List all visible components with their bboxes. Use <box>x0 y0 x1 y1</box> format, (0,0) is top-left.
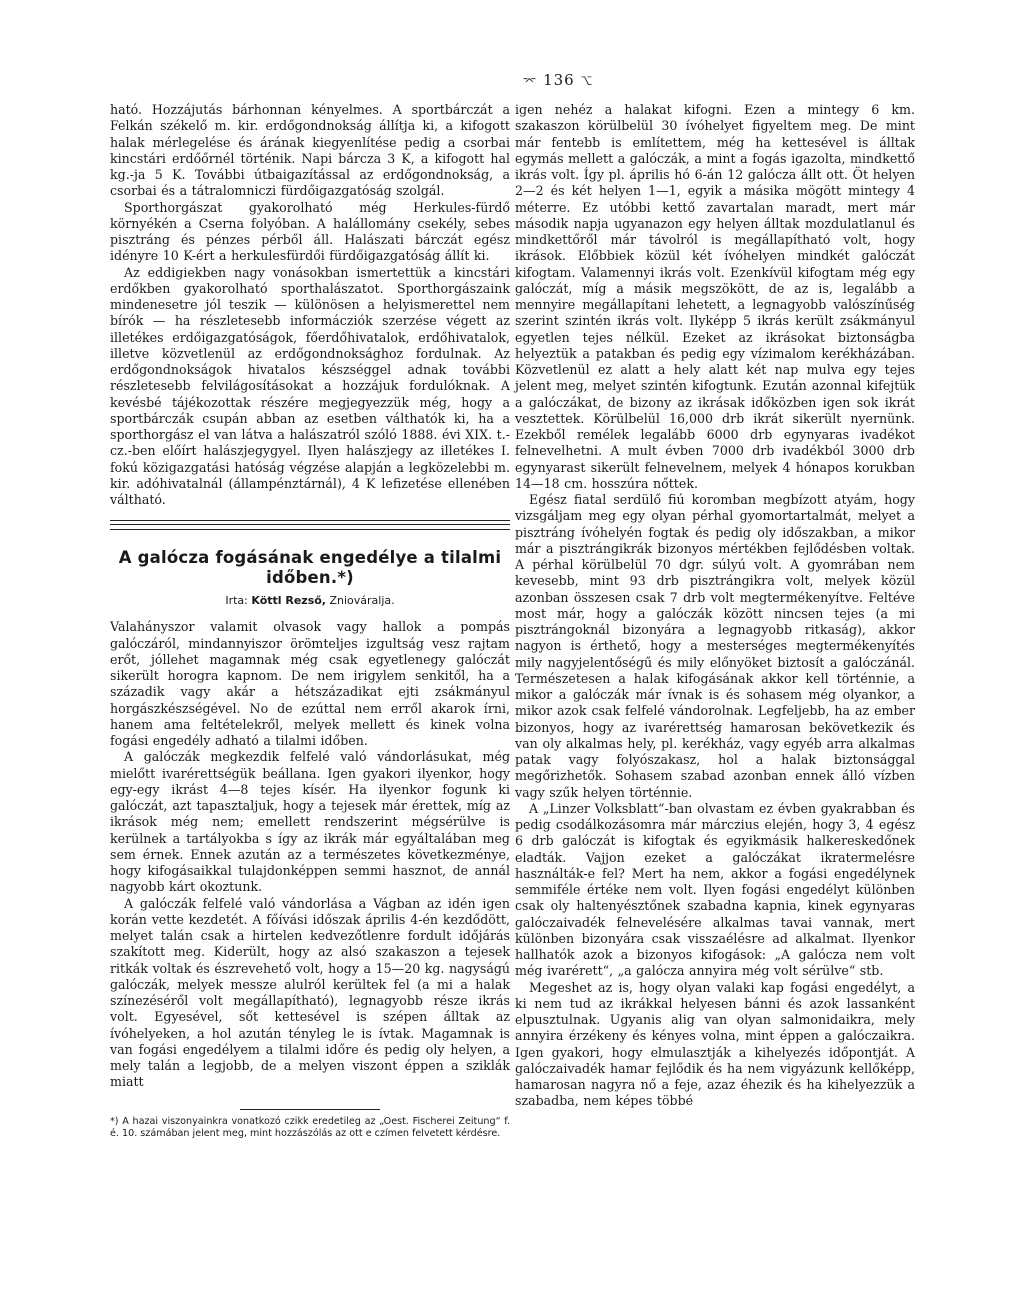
ornament-right-icon: ⌥ <box>580 74 594 88</box>
footnote-rule <box>240 1109 380 1110</box>
section-divider <box>110 529 510 530</box>
byline-place: Zniováralja. <box>329 594 395 608</box>
paragraph: igen nehéz a halakat kifogni. Ezen a mintegy 6 km. szakaszon körülbelül 30 ívóhelyet figyeltem meg. De mint már fentebb is említettem, még ha kettesével is álltak egymás mellett a galóczák, a mint a fogás igazolta, mindkettő ikrás volt. Így pl. április hó 6-án 12 galócza állt ott. Öt helyen 2—2 és két helyen 1—1, egyik a másika mögött mintegy 4 méterre. Ez utóbbi kettő zavartalan maradt, mert már második napja ugyanazon egy helyen álltak mozdulatlanul és mindkettőről már távolról is megállapítható volt, hogy ikrások. Előbbiek közül két ívóhelyen mindkét galóczát kifogtam. Valamennyi ikrás volt. Ezenkívül kifogtam még egy galóczát, míg a másik megszökött, de az is, legalább a mennyire megállapítani lehetett, a legnagyobb valószínűség szerint szintén ikrás volt. Ilyképp 5 ikrás került zsákmányul egyetlen tejes nélkül. Ezeket az ikrásokat biztonságba helyeztük a patakban és pedig egy vízimalom kerékházában. Közvetlenül ez alatt a hely alatt két nap mulva egy tejes jelent meg, melyet szintén kifogtunk. Ezután azonnal kifejtük a galóczákat, de bizony az ikrásak időközben igen sok ikrát vesztettek. Körülbelül 16,000 drb ikrát sikerült nyernünk. Ezekből remélek legalább 6000 drb egynyaras ivadékot felnevelhetni. A mult évben 7000 drb ivadékból 3000 drb egynyarast sikerült felnevelnem, melyek 4 hónapos korukban 14—18 cm. hosszúra nőttek. <box>515 102 915 491</box>
footnote <box>110 1109 510 1141</box>
paragraph: A „Linzer Volksblatt“-ban olvastam ez évben gyakrabban és pedig csodálkozásomra már márczius elején, hogy 3, 4 egész 6 drb galóczát is kifogtak és egyikmásik halkereskedőnek eladták. Vajjon ezeket a galóczákat ikratermelésre használták-e fel? Mert ha nem, akkor a fogási engedélynek semmiféle értéke nem volt. Ilyen fogási engedélyt különben csak oly haltenyésztőnek szabadna kapnia, kinek egynyaras galóczaivadék felnevelésére alkalmas tavai vannak, mert különben bizonyára csak visszaélésre ad alkalmat. Ilyenkor hallhatók azok a bizonyos kifogások: „A galócza nem volt még ivarérett“, „a galócza annyira még volt sérülve“ stb. <box>515 800 915 979</box>
byline-prefix: Irta: <box>225 594 248 608</box>
byline <box>110 594 510 607</box>
paragraph: Sporthorgászat gyakorolható még Herkules-fürdő környékén a Cserna folyóban. A halállomány csekély, sebes pisztráng és pénzes pérből áll. Halászati bárczát egész idényre 10 K-ért a herkulesfürdői fürdőigazgatóság állít ki. <box>110 199 510 264</box>
article-title: A galócza fogásának engedélye a tilalmi időben.*) <box>118 548 502 588</box>
paragraph: Valahányszor valamit olvasok vagy hallok a pompás galóczáról, mindannyiszor örömteljes izgultság vesz rajtam erőt, jóllehet magamnak még csak egyetlenegy galóczát sikerült horogra kapnom. De nem irigylem senkitől, ha a századik vagy akár a hétszázadikat ejti zsákmányul horgászkészségével. No de ezúttal nem erről akarok írni, hanem ama feltételekről, melyek mellett és kinek volna fogási engedély adható a tilalmi időben. <box>110 619 510 748</box>
paragraph: Megeshet az is, hogy olyan valaki kap fogási engedélyt, a ki nem tud az ikrákkal helyesen bánni és azok lassanként elpusztulnak. Ugyanis alig van olyan salmonidaikra, mely annyira érzékeny és kényes volna, mint éppen a galóczaikra. Igen gyakori, hogy elmulasztják a kihelyezés időpontját. A galóczaivadék hamar fejlődik és ha nem vigyázunk kellőképp, hamarosan nagyra nő a feje, azaz éhezik és ha kihelyezzük a szabadba, nem képes többé <box>515 979 915 1109</box>
paragraph: A galóczák felfelé való vándorlása a Vágban az idén igen korán vette kezdetét. A főívási időszak április 4-én kezdődött, melyet talán csak a hirtelen kedvezőtlenre fordult időjárás szakított meg. Kiderült, hogy az alsó szakaszon a tejesek ritkák voltak és észrevehető volt, hogy a 15—20 kg. nagyságú galóczák, melyek messze alulról kerültek fel (a mi a halak színezéséről volt megállapítható), legnagyobb része ikrás volt. Egyesével, sőt kettesével is szépen álltak az ívóhelyeken, a hol azután tényleg le is ívtak. Magamnak is van fogási engedélyem a tilalmi időre és pedig oly helyen, a mely talán a legjobb, de a melyen viszont éppen a sziklák miatt <box>110 895 510 1090</box>
ornament-left-icon: ⌤ <box>522 74 538 88</box>
right-column <box>515 102 915 1110</box>
page-number-header <box>0 71 1024 89</box>
section-divider-double <box>110 520 510 525</box>
byline-author: Köttl Rezső, <box>251 594 326 608</box>
paragraph: ható. Hozzájutás bárhonnan kényelmes. A sportbárczát a Felkán székelő m. kir. erdőgondnokság állítja ki, a kifogott halak mérlegelése és árának kiegyenlítése pedig a csorbai kincstári erdőőrnél történik. Napi bárcza 3 K, a kifogott hal kg.-ja 5 K. További útbaigazítással az erdőgondnokság, a csorbai és a tátralomniczi fürdőigazgatóság szolgál. <box>110 102 510 199</box>
page-number: 136 <box>543 71 575 89</box>
paragraph: Egész fiatal serdülő fiú koromban megbízott atyám, hogy vizsgáljam meg egy olyan pérhal gyomortartalmát, melyet a pisztráng ívóhelyén fogtak és pedig oly időszakban, a mikor már a pisztrángikrák bizonyos mértékben fejlődésben voltak. A pérhal körülbelül 70 dgr. súlyú volt. A gyomrában nem kevesebb, mint 93 drb pisztrángikra volt, melyek közül azonban összesen csak 7 drb volt megtermékenyítve. Feltéve most már, hogy a galóczák között nincsen tejes (a mi pisztrángoknál bizonyára a legnagyobb ritkaság), akkor nagyon is érthető, hogy a mesterséges megtermékenyítés mily nagyjelentőségű és mily előnyöket biztosít a galóczánál. Természetesen a halak kifogásának akkor kell történnie, a mikor a galóczák már ívnak is és sohasem még olyankor, a mikor azok csak felfelé vándorolnak. Legfeljebb, ha az ember bizonyos, hogy az ivarérettség hamarosan bekövetkezik és van oly alkalmas hely, pl. kerékház, vagy egyéb arra alkalmas patak vagy folyószakasz, hol a halak biztonsággal megőrizhetők. Sohasem szabad azonban ennek álló vízben vagy szűk helyen történnie. <box>515 492 915 800</box>
left-column <box>110 102 510 1141</box>
paragraph: A galóczák megkezdik felfelé való vándorlásukat, még mielőtt ivarérettségük beállana. Igen gyakori ilyenkor, hogy egy-egy ikrást 4—8 tejes kísér. Ha ilyenkor fogunk ki galóczát, azt tapasztaljuk, hogy a tejesek már érettek, míg az ikrások még nem; emellett rendszerint mégsérülve is kerülnek a tartályokba s így az ikrák már egyáltalában meg sem érnek. Ennek azután az a természetes következménye, hogy kifogásaikkal tulajdonképpen semmi hasznot, de annál nagyobb kárt okoztunk. <box>110 749 510 895</box>
paragraph: Az eddigiekben nagy vonásokban ismertettük a kincstári erdőkben gyakorolható sporthalászatot. Sporthorgászaink mindenesetre jól teszik — különösen a helyismerettel nem bírók — ha részletesebb informácziók szerzése végett az illetékes erdőigazgatóságok, főerdőhivatalok, erdőhivatalok, illetve közvetlenül az erdőgondnoksághoz fordulnak. Az erdőgondnokságok hivatalos készséggel adnak további részletesebb felvilágosításokat a hozzájuk fordulóknak. A kevésbé tájékozottak részére megjegyezzük még, hogy a sportbárczák csupán abban az esetben válthatók ki, ha a sporthorgász el van látva a halászatról szóló 1888. évi XIX. t.-cz.-ben előírt halászjegygyel. Ilyen halászjegy az illetékes I. fokú közigazgatási hatóság végzése alapján a legközelebbi m. kir. adóhivatalnál (állampénztárnál), 4 K lefizetése ellenében váltható. <box>110 264 510 507</box>
footnote-text: *) A hazai viszonyainkra vonatkozó czikk eredetileg az „Oest. Fischerei Zeitung“ f. é. 10. számában jelent meg, mint hozzászólás az ott e czímen felvetett kérdésre. <box>110 1115 510 1139</box>
